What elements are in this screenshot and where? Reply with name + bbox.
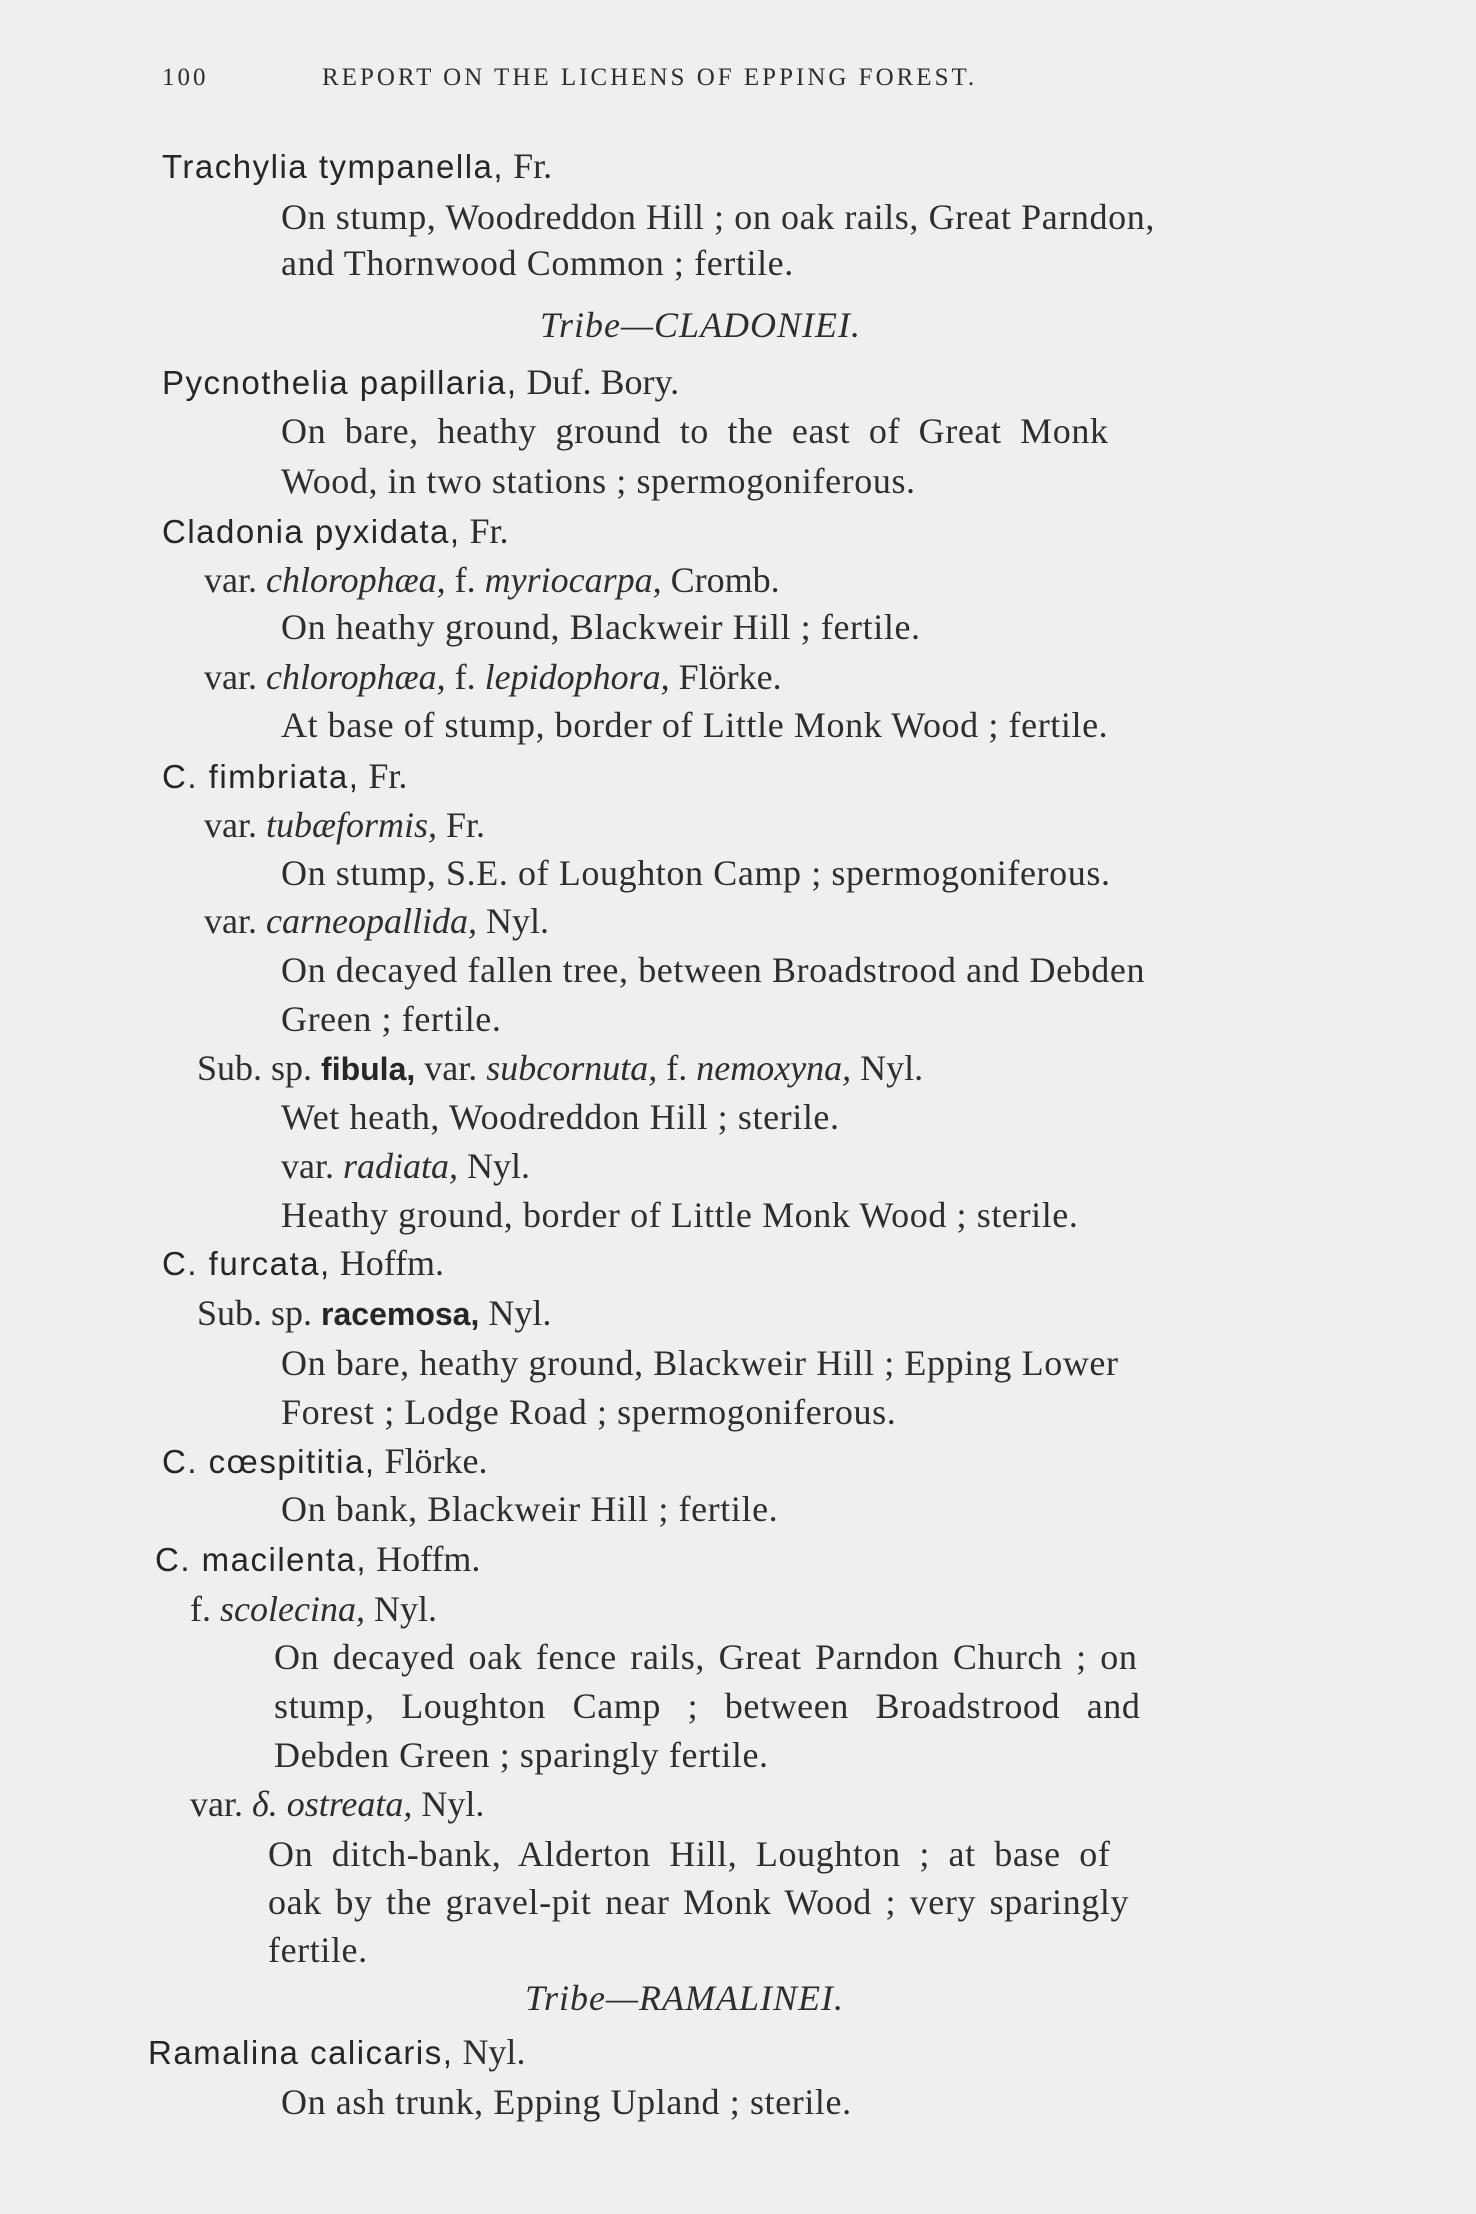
species-name: Pycnothelia papillaria, [162, 364, 518, 401]
locality-line: On ash trunk, Epping Upland ; sterile. [281, 2082, 852, 2122]
species-name: C. fimbriata, [162, 758, 360, 795]
locality-line: On decayed oak fence rails, Great Parndon Church ; on [274, 1637, 1138, 1677]
locality-line: On stump, S.E. of Loughton Camp ; spermogoniferous. [281, 853, 1111, 893]
form-name: lepidophora, [484, 657, 670, 697]
locality-line: and Thornwood Common ; fertile. [281, 243, 794, 283]
species-heading [162, 513, 509, 549]
species-heading [162, 1245, 444, 1281]
locality-line: Green ; fertile. [281, 999, 502, 1039]
form-prefix: f. [454, 657, 476, 697]
species-authority: Fr. [368, 756, 408, 796]
subspecies-authority: Nyl. [488, 1293, 552, 1333]
variety-authority: Cromb. [670, 560, 780, 600]
species-heading [162, 758, 407, 794]
subspecies-name: racemosa, [321, 1296, 480, 1332]
var-prefix: var. [204, 657, 257, 697]
tribe-heading: Tribe—CLADONIEI. [540, 305, 862, 345]
species-heading [148, 2034, 525, 2070]
variety-authority: Nyl. [467, 1146, 530, 1186]
species-name: Ramalina calicaris, [148, 2034, 454, 2071]
tribe-heading: Tribe—RAMALINEI. [525, 1978, 844, 2018]
form-name: nemoxyna, [696, 1048, 852, 1088]
subspecies-line [197, 1295, 551, 1331]
locality-line: On ditch-bank, Alderton Hill, Loughton ; at base of [268, 1834, 1111, 1874]
subspecies-name: fibula, [321, 1051, 416, 1087]
species-authority: Duf. Bory. [526, 362, 680, 402]
variety-authority: Nyl. [860, 1048, 924, 1088]
species-authority: Hoffm. [376, 1539, 481, 1579]
locality-line: Wood, in two stations ; spermogoniferous. [281, 461, 916, 501]
locality-line: On decayed fallen tree, between Broadstrood and Debden [281, 950, 1146, 990]
species-name: C. cœspititia, [162, 1443, 376, 1480]
variety-name: chlorophæa, [265, 560, 446, 600]
form-authority: Nyl. [373, 1589, 437, 1629]
variety-name: subcornuta, [486, 1048, 658, 1088]
locality-line: On bare, heathy ground to the east of Great Monk [281, 411, 1109, 451]
variety-name: chlorophæa, [265, 657, 446, 697]
locality-line: Forest ; Lodge Road ; spermogoniferous. [281, 1392, 897, 1432]
variety-authority: Nyl. [485, 901, 549, 941]
species-heading [155, 1541, 480, 1577]
form-name: scolecina, [220, 1589, 365, 1629]
subspecies-prefix: Sub. sp. [197, 1293, 313, 1333]
species-heading [162, 148, 552, 184]
variety-name: radiata, [342, 1146, 458, 1186]
variety-line [190, 1786, 484, 1822]
species-authority: Fr. [513, 146, 553, 186]
locality-line: At base of stump, border of Little Monk Wood ; fertile. [281, 705, 1109, 745]
var-prefix: var. [281, 1146, 334, 1186]
subspecies-line [197, 1050, 923, 1086]
variety-line [281, 1148, 530, 1184]
running-title: REPORT ON THE LICHENS OF EPPING FOREST. [322, 64, 978, 91]
species-name: Trachylia tympanella, [162, 148, 505, 185]
species-authority: Hoffm. [339, 1243, 445, 1283]
locality-line: On stump, Woodreddon Hill ; on oak rails, Great Parndon, [281, 197, 1155, 237]
subspecies-prefix: Sub. sp. [197, 1048, 313, 1088]
species-heading [162, 364, 679, 400]
locality-line: Heathy ground, border of Little Monk Wood ; sterile. [281, 1195, 1079, 1235]
locality-line: stump, Loughton Camp ; between Broadstrood and [274, 1686, 1141, 1726]
variety-authority: Fr. [446, 805, 486, 845]
variety-authority: Nyl. [421, 1784, 485, 1824]
var-prefix: var. [204, 805, 257, 845]
variety-name: carneopallida, [265, 901, 477, 941]
locality-line: fertile. [268, 1930, 368, 1970]
locality-line: On heathy ground, Blackweir Hill ; fertile. [281, 607, 921, 647]
species-authority: Fr. [469, 511, 509, 551]
species-authority: Nyl. [462, 2032, 526, 2072]
var-prefix: var. [190, 1784, 243, 1824]
locality-line: On bare, heathy ground, Blackweir Hill ; Epping Lower [281, 1343, 1119, 1383]
species-name: C. macilenta, [155, 1541, 368, 1578]
running-header [162, 64, 1362, 92]
variety-line [204, 807, 485, 843]
variety-name: δ. ostreata, [251, 1784, 413, 1824]
form-prefix: f. [666, 1048, 688, 1088]
variety-authority: Flörke. [678, 657, 782, 697]
var-prefix: var. [424, 1048, 478, 1088]
form-prefix: f. [190, 1589, 211, 1629]
var-prefix: var. [204, 560, 257, 600]
page-number: 100 [162, 64, 209, 91]
form-name: myriocarpa, [484, 560, 662, 600]
variety-line [204, 659, 782, 695]
locality-line: Debden Green ; sparingly fertile. [274, 1735, 769, 1775]
species-name: Cladonia pyxidata, [162, 513, 461, 550]
locality-line: On bank, Blackweir Hill ; fertile. [281, 1489, 779, 1529]
form-prefix: f. [454, 560, 476, 600]
variety-name: tubæformis, [265, 805, 438, 845]
species-name: C. furcata, [162, 1245, 331, 1282]
form-line [190, 1591, 437, 1627]
variety-line [204, 562, 780, 598]
species-heading [162, 1443, 488, 1479]
species-authority: Flörke. [384, 1441, 488, 1481]
var-prefix: var. [204, 901, 257, 941]
locality-line: oak by the gravel-pit near Monk Wood ; very sparingly [268, 1882, 1130, 1922]
variety-line [204, 903, 549, 939]
locality-line: Wet heath, Woodreddon Hill ; sterile. [281, 1097, 840, 1137]
